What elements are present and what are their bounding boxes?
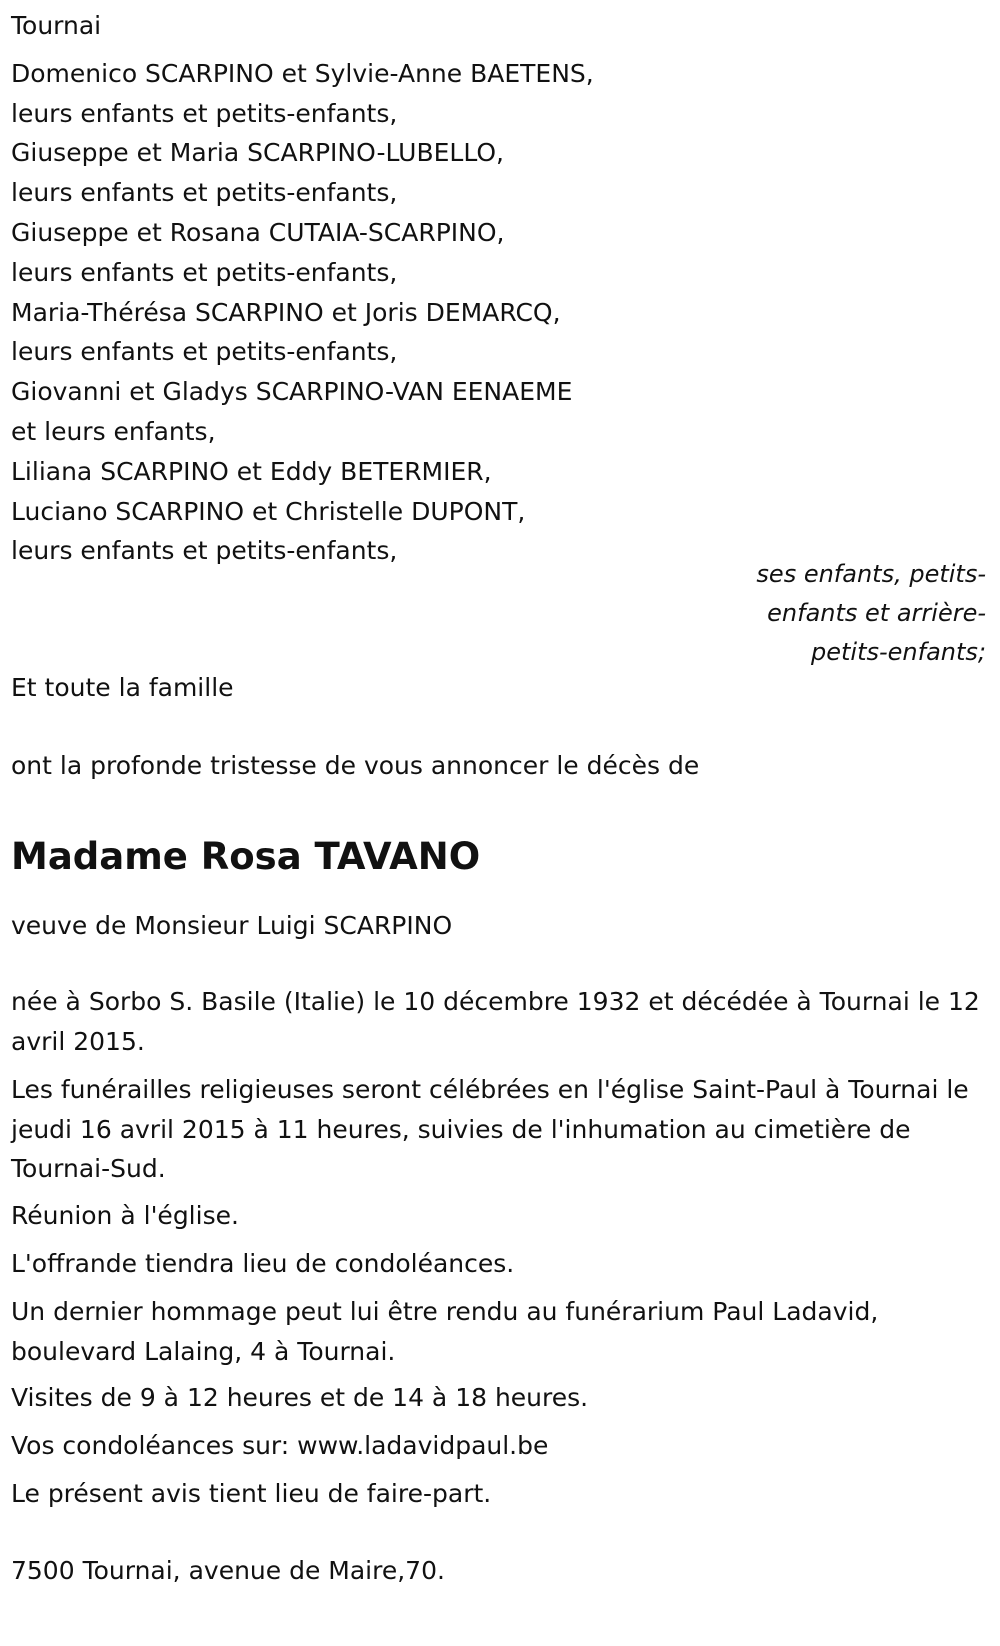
family-line: Luciano SCARPINO et Christelle DUPONT, [11, 496, 526, 526]
deceased-name: Madame Rosa TAVANO [11, 835, 481, 878]
location-heading: Tournai [11, 11, 102, 40]
tribute-info: Un dernier hommage peut lui être rendu au funérarium Paul Ladavid, boulevard Lalaing, 4 à Tournai. [11, 1297, 879, 1366]
funeral-details: Les funérailles religieuses seront célébrées en l'église Saint-Paul à Tournai le jeudi 16 avril 2015 à 11 heures, suivies de l'inhumation au cimetière de Tournai-Sud. [11, 1075, 969, 1183]
relation-line: petits-enfants; [811, 638, 986, 666]
family-line: Giuseppe et Rosana CUTAIA-SCARPINO, [11, 217, 505, 247]
extended-family: Et toute la famille [11, 673, 234, 702]
relation-line: ses enfants, petits- [756, 560, 986, 588]
relation-note [686, 555, 986, 672]
address: 7500 Tournai, avenue de Maire,70. [11, 1556, 445, 1585]
family-line: leurs enfants et petits-enfants, [11, 536, 398, 566]
family-line: leurs enfants et petits-enfants, [11, 178, 398, 208]
family-line: Maria-Thérésa SCARPINO et Joris DEMARCQ, [11, 297, 561, 327]
family-line: leurs enfants et petits-enfants, [11, 257, 398, 287]
family-list [11, 6, 594, 571]
relation-line: enfants et arrière- [767, 599, 986, 627]
meeting-info: Réunion à l'église. [11, 1201, 239, 1230]
family-line: Giuseppe et Maria SCARPINO-LUBELLO, [11, 138, 505, 168]
condolences-website: Vos condoléances sur: www.ladavidpaul.be [11, 1431, 549, 1460]
family-line: leurs enfants et petits-enfants, [11, 337, 398, 367]
announcement-text: ont la profonde tristesse de vous annoncer le décès de [11, 751, 700, 780]
widow-of: veuve de Monsieur Luigi SCARPINO [11, 911, 453, 940]
family-line: et leurs enfants, [11, 416, 216, 446]
family-line: Liliana SCARPINO et Eddy BETERMIER, [11, 456, 492, 486]
birth-death-details: née à Sorbo S. Basile (Italie) le 10 décembre 1932 et décédée à Tournai le 12 avril 2015. [11, 987, 980, 1056]
family-line: Domenico SCARPINO et Sylvie-Anne BAETENS, [11, 58, 594, 88]
offering-info: L'offrande tiendra lieu de condoléances. [11, 1249, 515, 1278]
notice-text: Le présent avis tient lieu de faire-part. [11, 1479, 492, 1508]
visiting-hours: Visites de 9 à 12 heures et de 14 à 18 heures. [11, 1383, 589, 1412]
family-line: Giovanni et Gladys SCARPINO-VAN EENAEME [11, 377, 573, 407]
family-line: leurs enfants et petits-enfants, [11, 98, 398, 128]
